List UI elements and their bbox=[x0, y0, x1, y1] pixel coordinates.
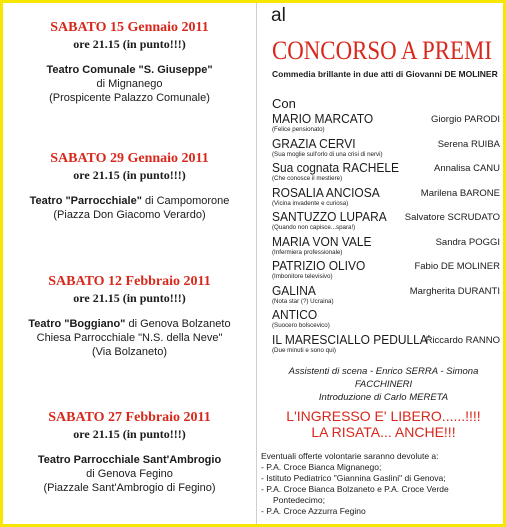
event-venue-line3: (Prospicente Palazzo Comunale) bbox=[49, 92, 210, 104]
actor-name: Riccardo RANNO bbox=[425, 334, 500, 346]
event-date bbox=[3, 19, 256, 36]
free-entry-line2: LA RISATA... ANCHE!!! bbox=[311, 424, 456, 440]
event-venue-line3: (Via Bolzaneto) bbox=[91, 346, 167, 358]
venue-name: Teatro "Boggiano" bbox=[28, 318, 126, 330]
role-name: SANTUZZO LUPARA bbox=[272, 209, 387, 224]
date-month-year: Febbraio 2011 bbox=[125, 410, 211, 425]
role-description: (Infermiera professionale) bbox=[272, 248, 343, 256]
role-description: (Due minuti e sono qui) bbox=[272, 346, 336, 354]
date-month-year: Gennaio 2011 bbox=[127, 151, 209, 166]
event-3 bbox=[3, 273, 256, 359]
donation-item: - P.A. Croce Bianca Mignanego; bbox=[261, 462, 382, 472]
cast-list bbox=[272, 111, 500, 356]
event-venue-line3: (Piazzale Sant'Ambrogio di Fegino) bbox=[43, 482, 216, 494]
donations-note bbox=[261, 451, 449, 517]
actor-name: Margherita DURANTI bbox=[409, 285, 500, 297]
play-title: CONCORSO A PREMI bbox=[272, 36, 492, 65]
event-venue bbox=[3, 317, 256, 331]
event-time: ore 21.15 (in punto!!!) bbox=[73, 37, 186, 51]
cast-row bbox=[272, 111, 500, 136]
date-day: 15 bbox=[109, 20, 124, 35]
date-month-year: Gennaio 2011 bbox=[127, 20, 209, 35]
cast-row bbox=[272, 283, 500, 308]
cast-row bbox=[272, 307, 500, 332]
actor-name: Annalisa CANU bbox=[434, 163, 500, 174]
donation-item-continued: Pontedecimo; bbox=[273, 495, 325, 505]
event-date bbox=[3, 409, 256, 426]
role-name: GALINA bbox=[272, 282, 316, 298]
role-description: (Felice pensionato) bbox=[272, 126, 325, 133]
role-description: (Che conosce il mestiere) bbox=[272, 175, 343, 182]
role-name: ROSALIA ANCIOSA bbox=[272, 184, 380, 200]
actor-name: Salvatore SCRUDATO bbox=[404, 212, 500, 223]
date-day: 29 bbox=[109, 151, 124, 166]
role-name: ANTICO bbox=[272, 307, 318, 322]
date-month-year: Febbraio 2011 bbox=[125, 274, 211, 289]
cast-row bbox=[272, 209, 500, 234]
event-venue-line2: (Piazza Don Giacomo Verardo) bbox=[53, 209, 206, 221]
role-description: (Suocero bolscevico) bbox=[272, 322, 330, 329]
event-venue bbox=[3, 63, 256, 77]
title-prefix: al bbox=[271, 5, 286, 26]
role-name: IL MARESCIALLO PEDULLA' bbox=[272, 331, 431, 347]
credits bbox=[261, 365, 503, 404]
cast-row bbox=[272, 185, 500, 210]
introduction-credit: Introduzione di Carlo MERETA bbox=[318, 392, 449, 403]
cast-row bbox=[272, 258, 500, 283]
cast-row bbox=[272, 332, 500, 357]
event-4 bbox=[3, 409, 256, 495]
role-description: (Nota star (?) Ucraina) bbox=[272, 297, 334, 305]
stage-assistants: Assistenti di scena - Enrico SERRA - Simona FACCHINERI bbox=[288, 366, 479, 390]
event-time: ore 21.15 (in punto!!!) bbox=[73, 427, 186, 441]
cast-row bbox=[272, 234, 500, 259]
date-weekday: SABATO bbox=[50, 151, 107, 166]
event-1 bbox=[3, 19, 256, 105]
role-description: (Sua moglie sull'orlo di una crisi di nervi) bbox=[272, 150, 383, 158]
role-description: (Vicina invadente e curiosa) bbox=[272, 199, 349, 207]
free-entry-line1: L'INGRESSO E' LIBERO......!!!! bbox=[286, 408, 481, 424]
venue-name: Teatro "Parrocchiale" bbox=[29, 195, 142, 207]
event-venue-line2: di Mignanego bbox=[96, 78, 163, 90]
event-date bbox=[3, 150, 256, 167]
donation-item: - Istituto Pediatrico "Giannina Gaslini" di Genova; bbox=[261, 473, 446, 483]
role-name: Sua cognata RACHELE bbox=[272, 160, 399, 175]
event-time: ore 21.15 (in punto!!!) bbox=[73, 291, 186, 305]
actor-name: Fabio DE MOLINER bbox=[414, 261, 500, 272]
date-weekday: SABATO bbox=[48, 410, 105, 425]
play-subtitle: Commedia brillante in due atti di Giovanni DE MOLINER bbox=[272, 69, 498, 79]
venue-name: Teatro Comunale "S. Giuseppe" bbox=[46, 64, 213, 76]
date-day: 12 bbox=[108, 274, 123, 289]
event-venue bbox=[3, 194, 256, 208]
role-name: MARIO MARCATO bbox=[272, 111, 374, 126]
role-description: (Imbonitore televisivo) bbox=[272, 273, 333, 280]
event-venue-line2: di Genova Fegino bbox=[86, 468, 173, 480]
donation-item: - P.A. Croce Bianca Bolzaneto e P.A. Croce Verde bbox=[261, 484, 449, 494]
date-day: 27 bbox=[108, 410, 123, 425]
cast-intro: Con bbox=[272, 96, 296, 111]
flyer-sheet bbox=[3, 3, 503, 524]
cast-row bbox=[272, 160, 500, 185]
event-time: ore 21.15 (in punto!!!) bbox=[73, 168, 186, 182]
free-entry-notice bbox=[261, 408, 503, 440]
actor-name: Serena RUIBA bbox=[437, 138, 500, 150]
role-name: PATRIZIO OLIVO bbox=[272, 258, 366, 273]
venue-town: di Genova Bolzaneto bbox=[125, 318, 231, 330]
role-name: MARIA VON VALE bbox=[272, 233, 372, 249]
role-name: GRAZIA CERVI bbox=[272, 135, 356, 151]
column-divider bbox=[256, 3, 257, 524]
venue-name: Teatro Parrocchiale Sant'Ambrogio bbox=[37, 454, 222, 466]
event-date bbox=[3, 273, 256, 290]
donation-item: - P.A. Croce Azzurra Fegino bbox=[261, 506, 366, 516]
event-venue-line2: Chiesa Parrocchiale "N.S. della Neve" bbox=[36, 332, 223, 344]
venue-town: di Campomorone bbox=[141, 195, 230, 207]
date-weekday: SABATO bbox=[48, 274, 105, 289]
date-weekday: SABATO bbox=[50, 20, 107, 35]
event-venue bbox=[3, 453, 256, 467]
role-description: (Quando non capisce...spara!) bbox=[272, 224, 356, 231]
event-2 bbox=[3, 150, 256, 222]
actor-name: Marilena BARONE bbox=[420, 187, 500, 199]
actor-name: Sandra POGGI bbox=[435, 236, 500, 248]
cast-row bbox=[272, 136, 500, 161]
actor-name: Giorgio PARODI bbox=[431, 114, 500, 125]
donations-intro: Eventuali offerte volontarie saranno devolute a: bbox=[261, 451, 439, 461]
